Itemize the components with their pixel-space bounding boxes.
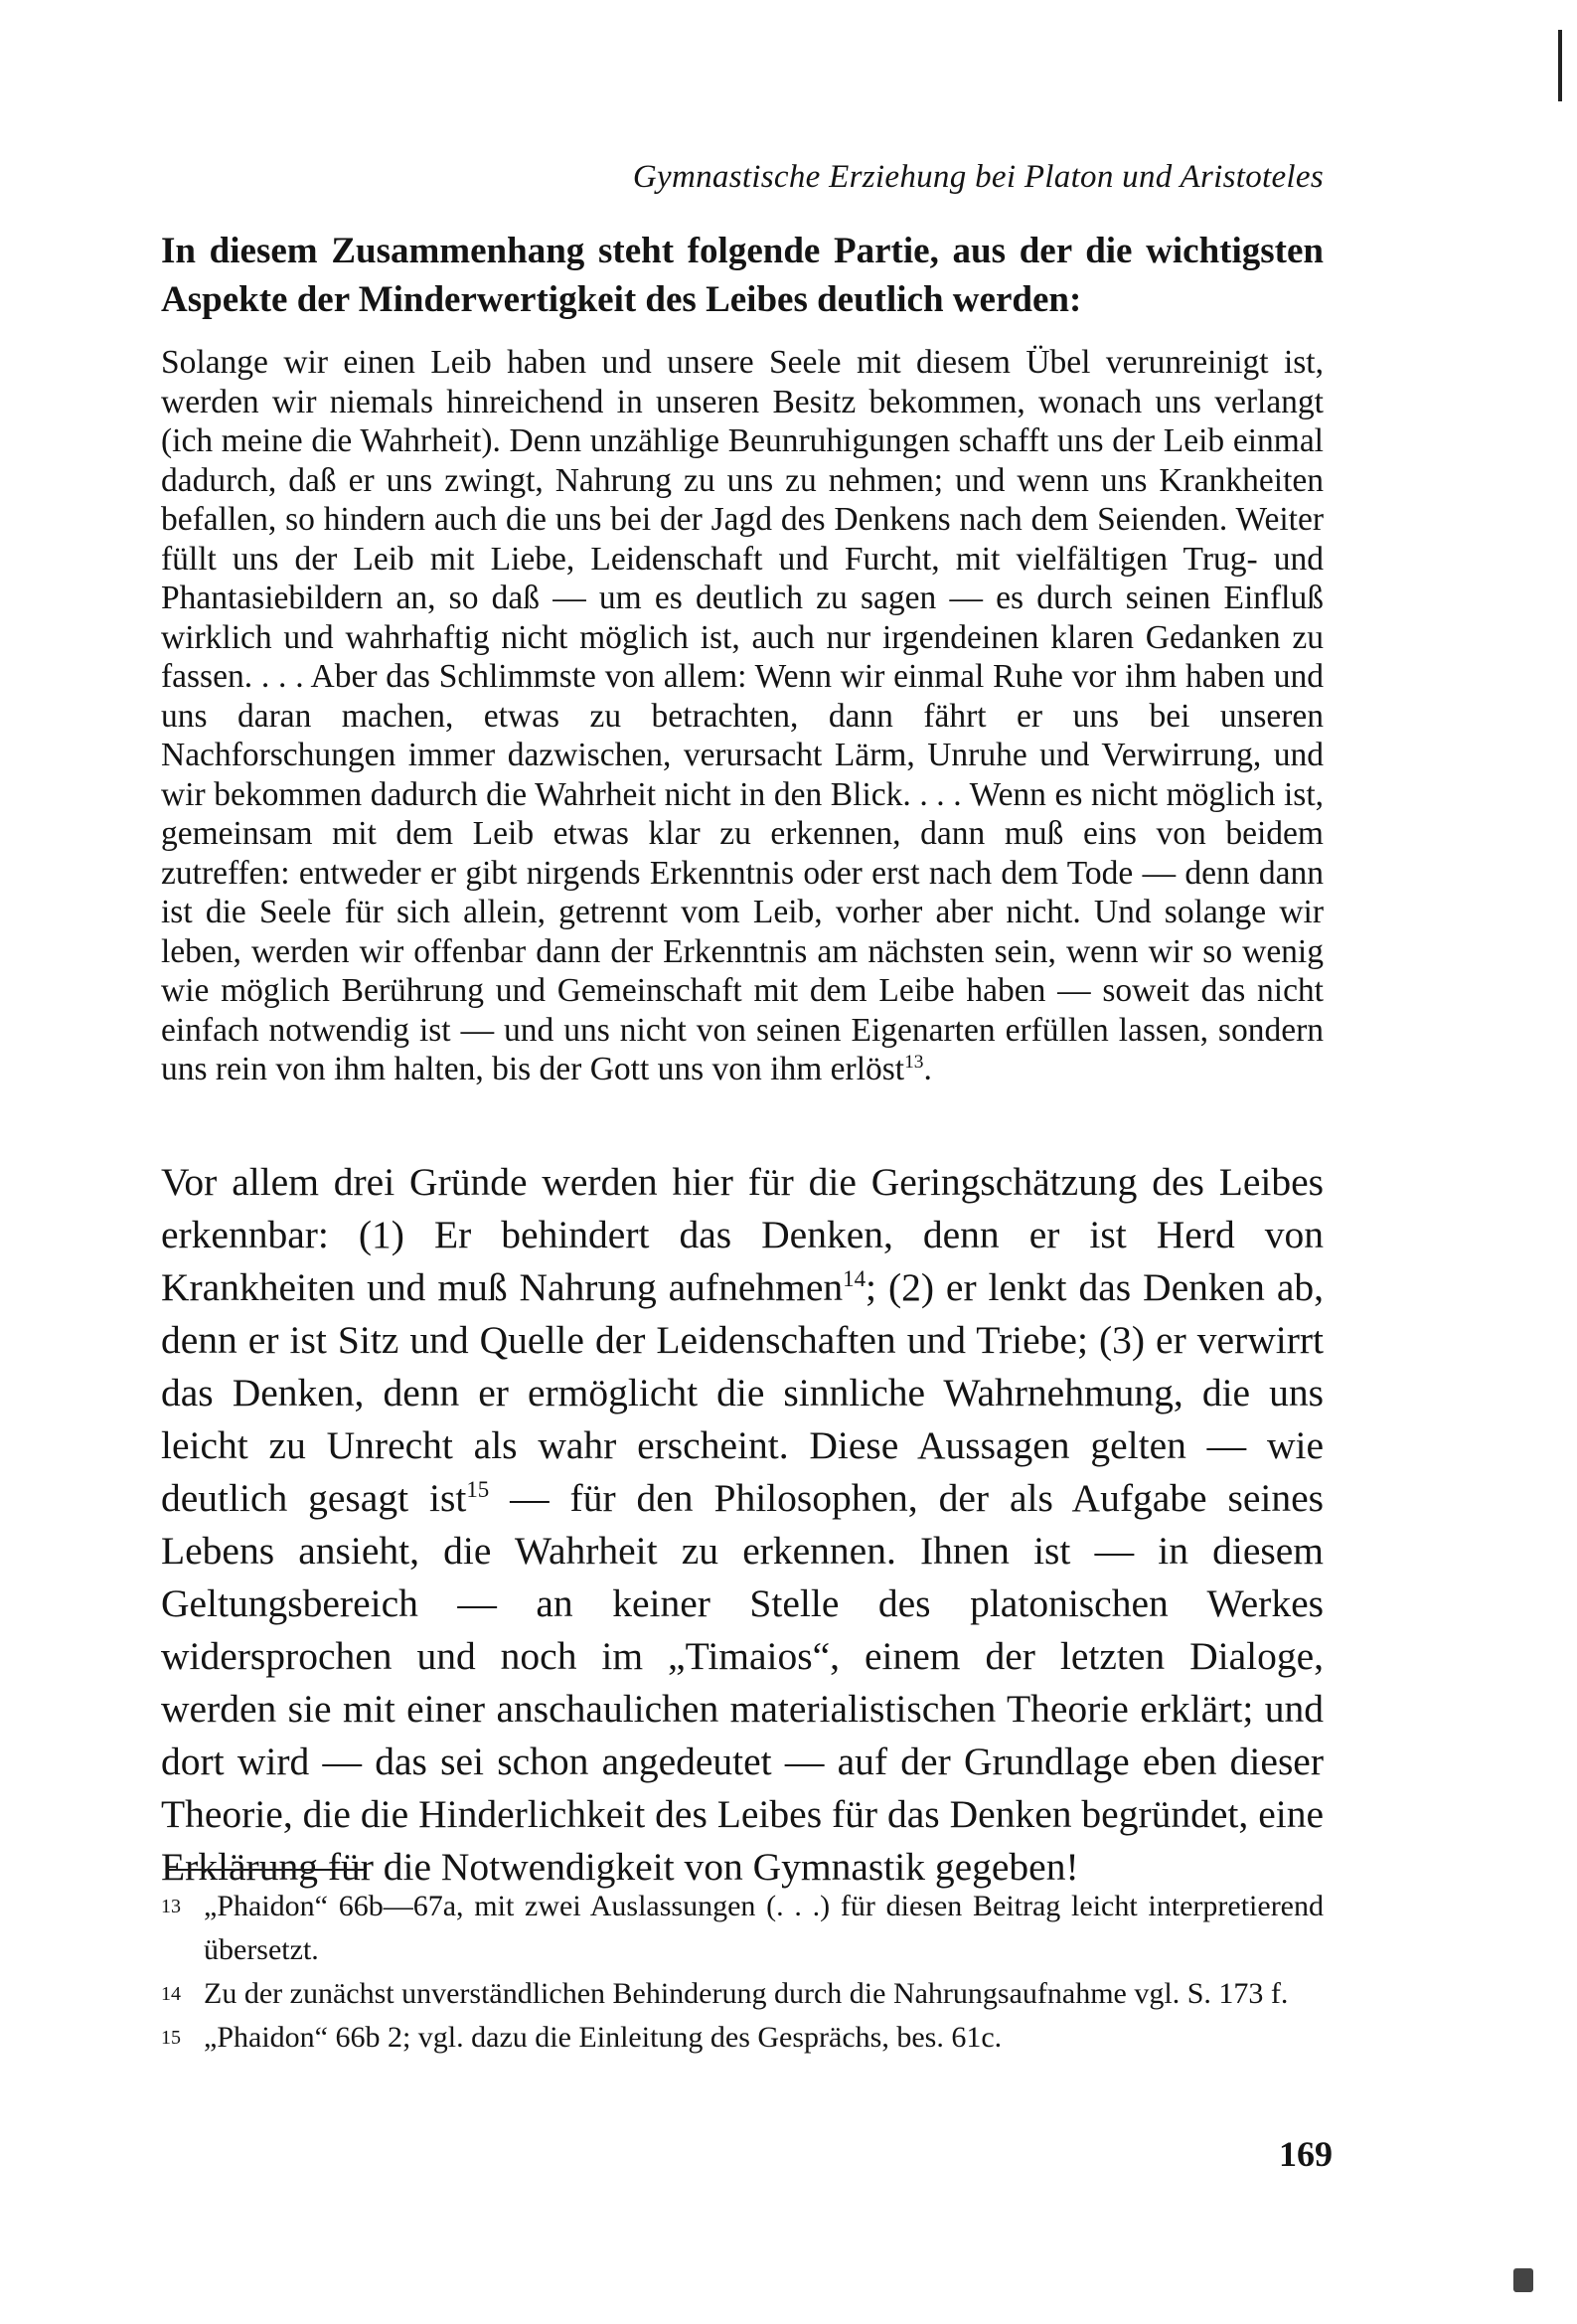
body-part-3: — für den Philosophen, der als Aufgabe seines Lebens ansieht, die Wahrheit zu erkennen. Ihnen ist — in diesem Geltungsbereich — an keiner Stelle des platonischen Werkes widersprochen und noch im „Timaios“, einem der letzten Dialoge, werden sie mit einer anschaulichen materialistischen Theorie erklärt; und dort wird — das sei schon angedeutet — auf der Grundlage eben dieser Theorie, die die Hinderlichkeit des Leibes für das Denken begründet, eine Erklärung für die Notwendigkeit von Gymnastik gegeben! xyxy=(161,1476,1325,1889)
body-part-2: ; (2) er lenkt das Denken ab, denn er ist Sitz und Quelle der Leidenschaften und Triebe; (3) er verwirrt das Denken, denn er ermöglicht die sinnliche Wahrnehmung, die uns leicht zu Unrecht als wahr erscheint. Diese Aussagen gelten — wie deutlich gesagt ist xyxy=(161,1265,1324,1520)
footnote-text: „Phaidon“ 66b 2; vgl. dazu die Einleitung des Gesprächs, bes. 61c. xyxy=(204,2021,1003,2054)
body-text xyxy=(161,1156,1324,1894)
intro-paragraph xyxy=(161,227,1324,324)
intro-text: In diesem Zusammenhang steht folgende Partie, aus der die wichtigsten Aspekte der Minderwertigkeit des Leibes deutlich werden: xyxy=(161,231,1324,320)
footnote-ref-13[interactable]: 13 xyxy=(904,1051,924,1073)
footnote-15 xyxy=(161,2016,1324,2060)
footnote-separator xyxy=(167,1869,366,1871)
footnote-14 xyxy=(161,1972,1324,2016)
running-header: Gymnastische Erziehung bei Platon und Aristoteles xyxy=(632,159,1324,195)
footnote-number: 13 xyxy=(161,1896,181,1917)
footnote-ref-14[interactable]: 14 xyxy=(843,1265,867,1291)
block-quote xyxy=(161,343,1324,1089)
quote-body: Solange wir einen Leib haben und unsere Seele mit diesem Übel verunreinigt ist, werden wir niemals hinreichend in unseren Besitz bekommen, wonach uns verlangt (ich meine die Wahrheit). Denn unzählige Beunruhigungen schafft uns der Leib einmal dadurch, daß er uns zwingt, Nahrung zu uns zu nehmen; und wenn uns Krankheiten befallen, so hindern auch die uns bei der Jagd des Denkens nach dem Seienden. Weiter füllt uns der Leib mit Liebe, Leidenschaft und Furcht, mit vielfältigen Trug- und Phantasiebildern an, so daß — um es deutlich zu sagen — es durch seinen Einfluß wirklich und wahrhaftig nicht möglich ist, auch nur irgendeinen klaren Gedanken zu fassen. . . . Aber das Schlimmste von allem: Wenn wir einmal Ruhe vor ihm haben und uns daran machen, etwas zu betrachten, dann fährt er uns bei unseren Nachforschungen immer dazwischen, verursacht Lärm, Unruhe und Verwirrung, und wir bekommen dadurch die Wahrheit nicht in den Blick. . . . Wenn es nicht möglich ist, gemeinsam mit dem Leib etwas klar zu erkennen, dann muß eins von beidem zutreffen: entweder er gibt nirgends Erkenntnis oder erst nach dem Tode — denn dann ist die Seele für sich allein, getrennt vom Leib, vorher aber nicht. Und solange wir leben, werden wir offenbar dann der Erkenntnis am nächsten sein, wenn wir so wenig wie möglich Berührung und Gemeinschaft mit dem Leibe haben — soweit das nicht einfach notwendig ist — und uns nicht von seinen Eigenarten erfüllen lassen, sondern uns rein von ihm halten, bis der Gott uns von ihm erlöst xyxy=(161,344,1324,1087)
body-paragraph xyxy=(161,1156,1324,1894)
footnote-number: 15 xyxy=(161,2027,181,2049)
footnote-13 xyxy=(161,1885,1324,1972)
scan-edge-mark xyxy=(1558,30,1562,101)
page-number: 169 xyxy=(1279,2134,1333,2174)
footnote-number: 14 xyxy=(161,1983,181,2005)
quote-text xyxy=(161,343,1324,1089)
footnote-ref-15[interactable]: 15 xyxy=(466,1476,490,1502)
footnote-text: Zu der zunächst unverständlichen Behinderung durch die Nahrungsaufnahme vgl. S. 173 f. xyxy=(204,1977,1289,2010)
body-part-1: Vor allem drei Gründe werden hier für die Geringschätzung des Leibes erkennbar: (1) Er behindert das Denken, denn er ist Herd von Krankheiten und muß Nahrung aufnehmen xyxy=(161,1160,1324,1309)
quote-end: . xyxy=(923,1051,932,1087)
scan-smudge-mark xyxy=(1513,2268,1533,2292)
footnote-text: „Phaidon“ 66b—67a, mit zwei Auslassungen (. . .) für diesen Beitrag leicht interpretierend übersetzt. xyxy=(204,1890,1324,1966)
footnotes xyxy=(161,1885,1324,2060)
